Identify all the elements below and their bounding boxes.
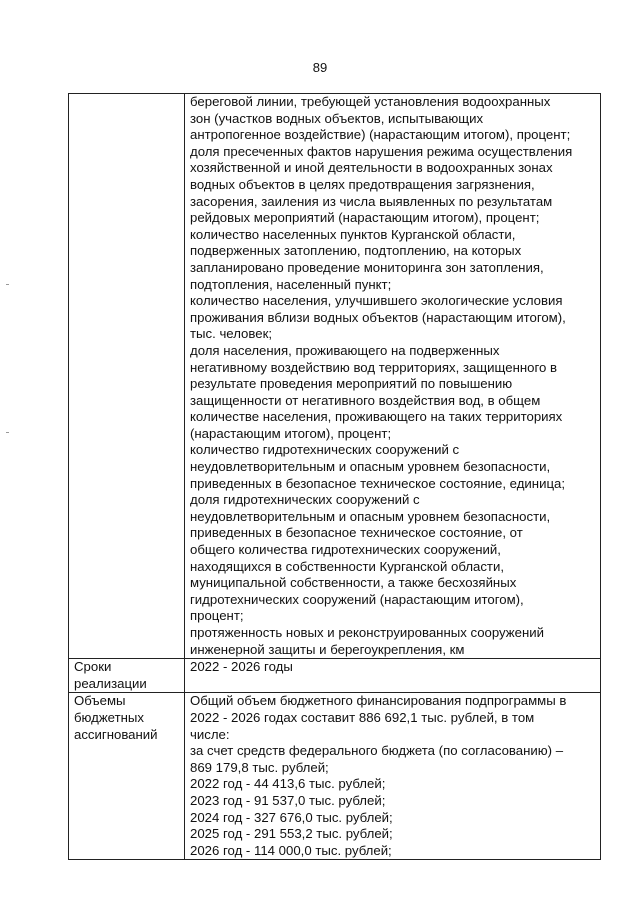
content-cell bbox=[185, 659, 601, 693]
label-cell bbox=[69, 94, 185, 659]
text-line: запланировано проведение мониторинга зон затопления, bbox=[190, 259, 544, 275]
text-line: подтопления, населенный пункт; bbox=[190, 276, 392, 292]
text-line: проживания вблизи водных объектов (нарастающим итогом), bbox=[190, 309, 566, 325]
text-line: негативному воздействию вод территориях, защищенного в bbox=[190, 359, 558, 375]
text-line: общего количества гидротехнических сооружений, bbox=[190, 542, 501, 558]
text-line: находящихся в собственности Курганской области, bbox=[190, 558, 505, 574]
text-line: 2022 - 2026 годах составит 886 692,1 тыс. рублей, в том bbox=[190, 709, 535, 725]
text-line: 2026 год - 114 000,0 тыс. рублей; bbox=[190, 842, 392, 858]
text-line: гидротехнических сооружений (нарастающим итогом), bbox=[190, 591, 524, 607]
label-cell bbox=[69, 659, 185, 693]
page-number: 89 bbox=[312, 60, 328, 75]
text-line: рейдовых мероприятий (нарастающим итогом), процент; bbox=[190, 210, 540, 226]
text-line: неудовлетворительным и опасным уровнем безопасности, bbox=[190, 459, 551, 475]
text-line: 2025 год - 291 553,2 тыс. рублей; bbox=[190, 826, 393, 842]
text-line: 2023 год - 91 537,0 тыс. рублей; bbox=[190, 792, 386, 808]
margin-mark bbox=[6, 432, 9, 433]
table-row-period bbox=[69, 659, 601, 693]
table-row-budget bbox=[69, 693, 601, 860]
text-line: инженерной защиты и берегоукрепления, км bbox=[190, 641, 465, 657]
content-cell bbox=[185, 693, 601, 860]
text-line: реализации bbox=[74, 675, 147, 691]
text-line: за счет средств федерального бюджета (по согласованию) – bbox=[190, 743, 564, 759]
text-line: доля населения, проживающего на подверженных bbox=[190, 342, 500, 358]
text-line: 2022 год - 44 413,6 тыс. рублей; bbox=[190, 776, 386, 792]
text-line: засорения, заиления из числа выявленных по результатам bbox=[190, 193, 553, 209]
text-line: Сроки bbox=[74, 659, 112, 675]
text-line: Объемы bbox=[74, 693, 126, 709]
table-row-indicators bbox=[69, 94, 601, 659]
text-line: ассигнований bbox=[74, 726, 158, 742]
text-line: результате проведения мероприятий по повышению bbox=[190, 376, 513, 392]
passport-table bbox=[68, 93, 601, 860]
text-line: количестве населения, проживающего на таких территориях bbox=[190, 409, 563, 425]
text-line: бюджетных bbox=[74, 709, 144, 725]
text-line: приведенных в безопасное техническое состояние, от bbox=[190, 525, 523, 541]
text-line: количество гидротехнических сооружений с bbox=[190, 442, 460, 458]
text-line: подверженных затоплению, подтоплению, на которых bbox=[190, 243, 522, 259]
text-line: неудовлетворительным и опасным уровнем безопасности, bbox=[190, 508, 551, 524]
text-line: антропогенное воздействие) (нарастающим итогом), процент; bbox=[190, 127, 571, 143]
text-line: тыс. человек; bbox=[190, 326, 273, 342]
text-line: 869 179,8 тыс. рублей; bbox=[190, 759, 329, 775]
text-line: муниципальной собственности, а также бесхозяйных bbox=[190, 575, 517, 591]
text-line: доля пресеченных фактов нарушения режима осуществления bbox=[190, 143, 573, 159]
text-line: (нарастающим итогом), процент; bbox=[190, 425, 392, 441]
label-cell bbox=[69, 693, 185, 860]
text-line: числе: bbox=[190, 726, 230, 742]
text-line: Общий объем бюджетного финансирования подпрограммы в bbox=[190, 693, 567, 709]
text-line: защищенности от негативного воздействия вод, в общем bbox=[190, 392, 541, 408]
text-line: процент; bbox=[190, 608, 244, 624]
text-line: количество населения, улучшившего экологические условия bbox=[190, 293, 563, 309]
text-line: 2022 - 2026 годы bbox=[190, 659, 293, 675]
margin-mark bbox=[6, 284, 9, 285]
text-line: количество населенных пунктов Курганской области, bbox=[190, 226, 516, 242]
text-line: береговой линии, требующей установления водоохранных bbox=[190, 94, 551, 109]
text-line: 2024 год - 327 676,0 тыс. рублей; bbox=[190, 809, 393, 825]
text-line: доля гидротехнических сооружений с bbox=[190, 492, 420, 508]
content-cell bbox=[185, 94, 601, 659]
text-line: приведенных в безопасное техническое состояние, единица; bbox=[190, 475, 565, 491]
text-line: протяженность новых и реконструированных сооружений bbox=[190, 625, 544, 640]
text-line: водных объектов в целях предотвращения загрязнения, bbox=[190, 176, 535, 192]
text-line: зон (участков водных объектов, испытывающих bbox=[190, 110, 484, 126]
text-line: хозяйственной и иной деятельности в водоохранных зонах bbox=[190, 160, 553, 176]
